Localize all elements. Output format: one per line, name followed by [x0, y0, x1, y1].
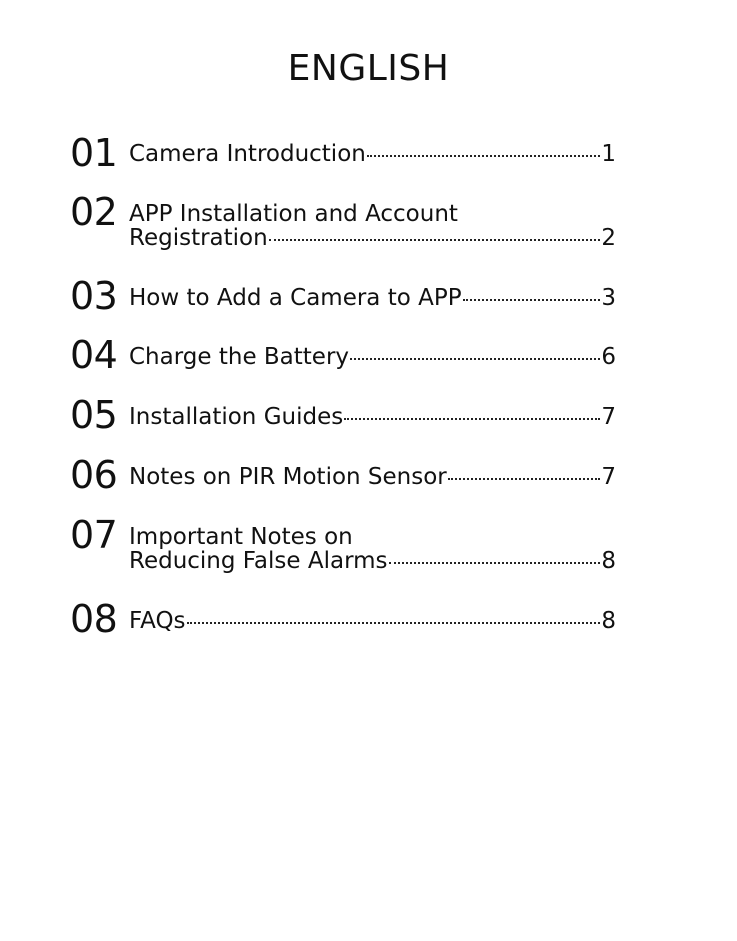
dot-leader	[367, 155, 601, 157]
section-number: 02	[70, 190, 118, 234]
dot-leader	[448, 478, 601, 480]
page-title: ENGLISH	[287, 48, 450, 89]
section-title: Charge the Battery	[129, 344, 350, 370]
page-number: 6	[601, 344, 616, 370]
section-number: 05	[70, 393, 118, 437]
section-title-line-1: APP Installation and Account	[129, 201, 458, 227]
section-number: 07	[70, 513, 118, 557]
page-number: 8	[601, 608, 616, 634]
section-number: 08	[70, 597, 118, 641]
section-number: 01	[70, 131, 118, 175]
section-title-line-1: Important Notes on	[129, 524, 353, 550]
dot-leader	[389, 562, 601, 564]
section-title: Camera Introduction	[129, 141, 366, 167]
section-number: 06	[70, 453, 118, 497]
section-number: 04	[70, 333, 118, 377]
page-number: 7	[601, 404, 616, 430]
section-number: 03	[70, 274, 118, 318]
section-title-line-2: Reducing False Alarms	[129, 548, 388, 574]
dot-leader	[463, 299, 601, 301]
section-title: FAQs	[129, 608, 186, 634]
page-number: 2	[601, 225, 616, 251]
dot-leader	[269, 239, 601, 241]
dot-leader	[350, 358, 600, 360]
page-number: 3	[601, 285, 616, 311]
section-title: Notes on PIR Motion Sensor	[129, 464, 447, 490]
dot-leader	[187, 622, 601, 624]
page-number: 8	[601, 548, 616, 574]
section-title: Installation Guides	[129, 404, 344, 430]
dot-leader	[344, 418, 600, 420]
page-number: 1	[601, 141, 616, 167]
page-number: 7	[601, 464, 616, 490]
section-title-line-2: Registration	[129, 225, 268, 251]
section-title: How to Add a Camera to APP	[129, 285, 462, 311]
